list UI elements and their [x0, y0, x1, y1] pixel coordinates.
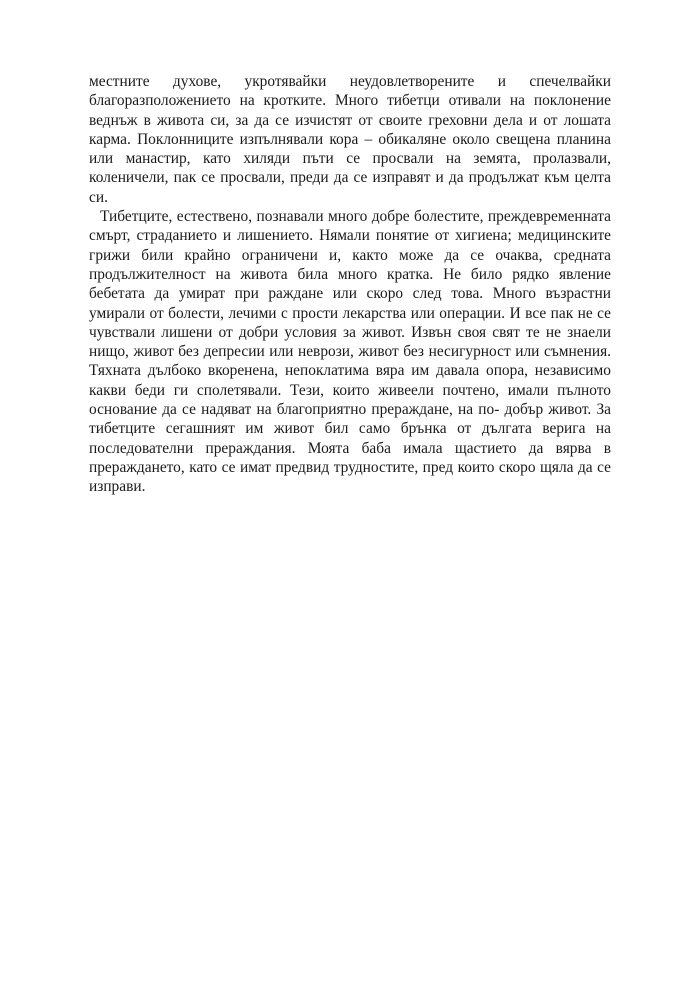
text-line: или съмнения. Тяхната дълбоко вкоренена, непоклатима вяра им давала	[89, 343, 611, 380]
text-line: благоразположението на кротките. Много тибетци отивали на поклонение	[89, 92, 611, 110]
text-line: карма. Поклонниците изпълнявали кора – обикаляне около свещена планина	[89, 130, 611, 148]
body-text	[89, 72, 611, 497]
text-line: коленичели, пак се просвали, преди да се изправят и да продължат към целта	[89, 169, 611, 187]
text-line: в прераждането, като се имат предвид трудностите, пред които скоро щяла да	[89, 439, 611, 476]
text-line: добър живот. За тибетците сегашният им живот бил само брънка от дългата	[89, 401, 611, 438]
text-line: веднъж в живота си, за да се изчистят от своите греховни дела и от лошата	[89, 111, 611, 129]
text-line: верига на последователни прераждания. Моята баба имала щастието да вярва	[89, 420, 611, 457]
text-line: Тибетците, естествено, познавали много добре болестите,	[100, 208, 484, 226]
text-line: те не знаели нищо, живот без депресии или неврози, живот без несигурност	[89, 323, 611, 361]
text-line: имали пълното основание да се надяват на благоприятно прераждане, на по-	[89, 381, 611, 419]
text-line: преждевременната смърт, страданието и лишението. Нямали понятие от	[89, 208, 611, 245]
text-line: хигиена; медицинските грижи били крайно ограничени и, както може да се	[89, 227, 611, 264]
text-line: местните духове, укротявайки неудовлетворените и спечелвайки	[89, 73, 611, 90]
paragraph-2	[89, 207, 611, 496]
text-line: очаква, средната продължителност на живота била много кратка. Не било	[89, 246, 611, 283]
text-line: или манастир, като хиляди пъти се просвали на земята, пролазвали,	[89, 150, 611, 168]
text-line: се изправи.	[89, 458, 611, 496]
text-line: си.	[89, 188, 108, 206]
paragraph-1	[89, 72, 611, 207]
text-line: възрастни умирали от болести, лечими с прости лекарства или операции. И	[89, 285, 611, 322]
text-line: рядко явление бебетата да умират при раждане или скоро след това. Много	[89, 265, 611, 303]
text-line: все пак не се чувствали лишени от добри условия за живот. Извън своя свят	[89, 304, 611, 341]
text-line: опора, независимо какви беди ги сполетявали. Тези, които живеели почтено,	[89, 362, 611, 399]
